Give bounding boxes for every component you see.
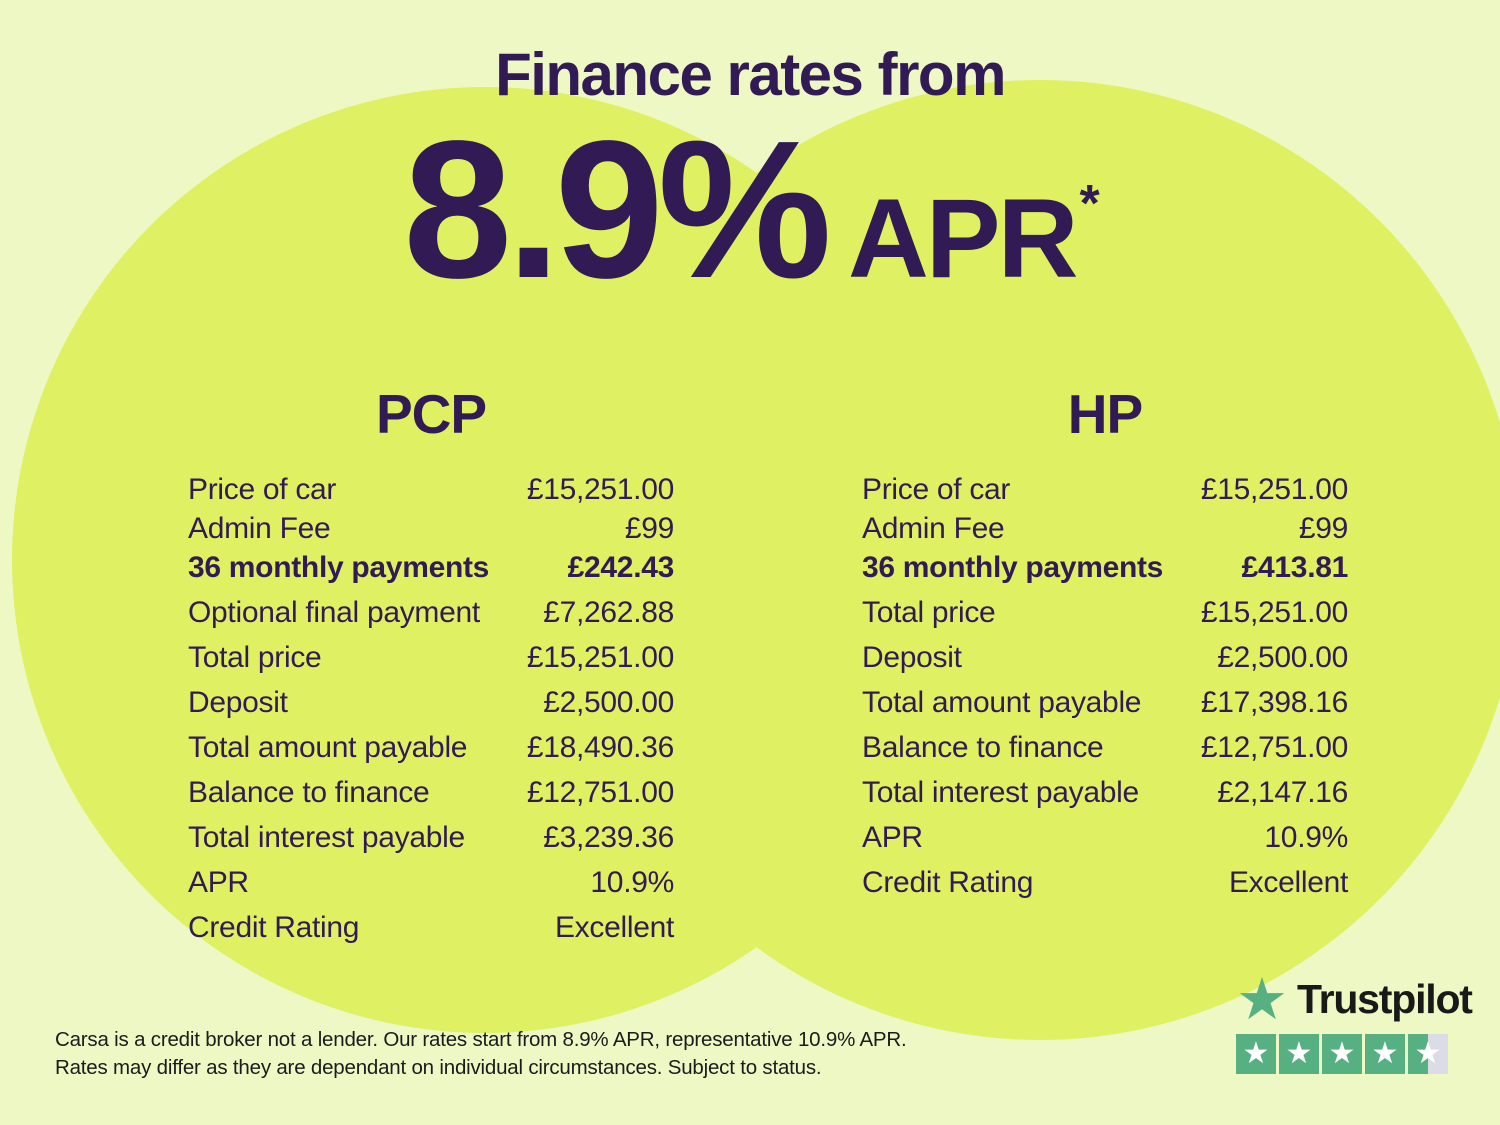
white-star-icon: ★ (1414, 1037, 1442, 1071)
trustpilot-brand-text: Trustpilot (1297, 976, 1472, 1023)
row-label: Price of car (188, 472, 337, 506)
row-label: Price of car (862, 472, 1011, 506)
headline-asterisk: * (1079, 175, 1097, 233)
table-row (188, 590, 674, 635)
row-value: £99 (1298, 511, 1348, 545)
row-value: Excellent (1228, 865, 1348, 899)
row-label: Total amount payable (188, 730, 468, 764)
row-label: Deposit (188, 685, 288, 719)
headline-rate: 8.9% (403, 100, 827, 319)
table-row (188, 860, 674, 905)
hp-rows (862, 467, 1348, 905)
row-label: Credit Rating (862, 865, 1034, 899)
finance-column-hp (862, 383, 1348, 905)
column-title-hp: HP (1067, 383, 1143, 445)
row-value: £413.81 (1241, 550, 1348, 584)
row-value: £3,239.36 (543, 820, 674, 854)
row-label: Admin Fee (862, 511, 1005, 545)
row-value: £12,751.00 (1200, 730, 1348, 764)
row-value: £17,398.16 (1200, 685, 1348, 719)
row-value: £15,251.00 (526, 640, 674, 674)
row-label: Total interest payable (188, 820, 465, 854)
white-star-icon: ★ (1242, 1037, 1270, 1071)
pcp-rows (188, 467, 674, 950)
row-value: 10.9% (1264, 820, 1348, 854)
row-value: £242.43 (567, 550, 674, 584)
table-row (862, 467, 1348, 512)
table-row (862, 545, 1348, 590)
row-label: 36 monthly payments (188, 550, 490, 584)
table-row (188, 770, 674, 815)
table-row (188, 467, 674, 512)
row-value: Excellent (554, 910, 674, 944)
row-label: APR (188, 865, 249, 899)
trustpilot-star-box (1408, 1034, 1448, 1074)
row-label: Balance to finance (862, 730, 1104, 764)
finance-column-pcp (188, 383, 674, 950)
table-row (188, 635, 674, 680)
row-value: £99 (624, 511, 674, 545)
trustpilot-star-box (1322, 1034, 1362, 1074)
row-value: £15,251.00 (1200, 595, 1348, 629)
disclaimer (55, 1026, 907, 1081)
white-star-icon: ★ (1285, 1037, 1313, 1071)
row-label: Admin Fee (188, 511, 331, 545)
trustpilot-star-icon: ★ (1236, 967, 1288, 1032)
row-label: Total amount payable (862, 685, 1142, 719)
trustpilot-widget (1236, 967, 1472, 1074)
row-value: £2,500.00 (543, 685, 674, 719)
table-row (862, 860, 1348, 905)
trustpilot-rating-stars (1236, 1034, 1472, 1074)
row-value: £18,490.36 (526, 730, 674, 764)
row-label: 36 monthly payments (862, 550, 1164, 584)
white-star-icon: ★ (1371, 1037, 1399, 1071)
table-row (188, 905, 674, 950)
headline-unit-text: APR (848, 176, 1076, 301)
table-row (862, 680, 1348, 725)
row-label: Deposit (862, 640, 962, 674)
table-row (862, 725, 1348, 770)
page-title: Finance rates from (495, 41, 1005, 108)
trustpilot-star-box (1236, 1034, 1276, 1074)
disclaimer-line-2: Rates may differ as they are dependant on individual circumstances. Subject to status. (55, 1055, 822, 1079)
row-label: Credit Rating (188, 910, 360, 944)
table-row (862, 590, 1348, 635)
trustpilot-logo (1236, 967, 1472, 1032)
disclaimer-line-1: Carsa is a credit broker not a lender. Our rates start from 8.9% APR, representative 10.9% APR. (55, 1028, 907, 1051)
table-row (862, 815, 1348, 860)
table-row (862, 512, 1348, 545)
row-value: £7,262.88 (543, 595, 674, 629)
table-row (188, 725, 674, 770)
row-value: £15,251.00 (526, 472, 674, 506)
trustpilot-star-box (1279, 1034, 1319, 1074)
row-label: Balance to finance (188, 775, 430, 809)
row-value: £2,500.00 (1217, 640, 1348, 674)
table-row (188, 680, 674, 725)
table-row (188, 512, 674, 545)
row-value: £15,251.00 (1200, 472, 1348, 506)
table-row (188, 815, 674, 860)
column-title-pcp: PCP (375, 383, 487, 445)
row-label: Total price (862, 595, 996, 629)
row-value: £2,147.16 (1217, 775, 1348, 809)
row-value: £12,751.00 (526, 775, 674, 809)
table-row (188, 545, 674, 590)
row-label: Optional final payment (188, 595, 480, 629)
white-star-icon: ★ (1328, 1037, 1356, 1071)
table-row (862, 770, 1348, 815)
headline (0, 100, 1500, 319)
row-label: Total interest payable (862, 775, 1139, 809)
row-value: 10.9% (590, 865, 674, 899)
table-row (862, 635, 1348, 680)
trustpilot-star-box (1365, 1034, 1405, 1074)
row-label: APR (862, 820, 923, 854)
headline-unit (848, 175, 1097, 301)
row-label: Total price (188, 640, 322, 674)
